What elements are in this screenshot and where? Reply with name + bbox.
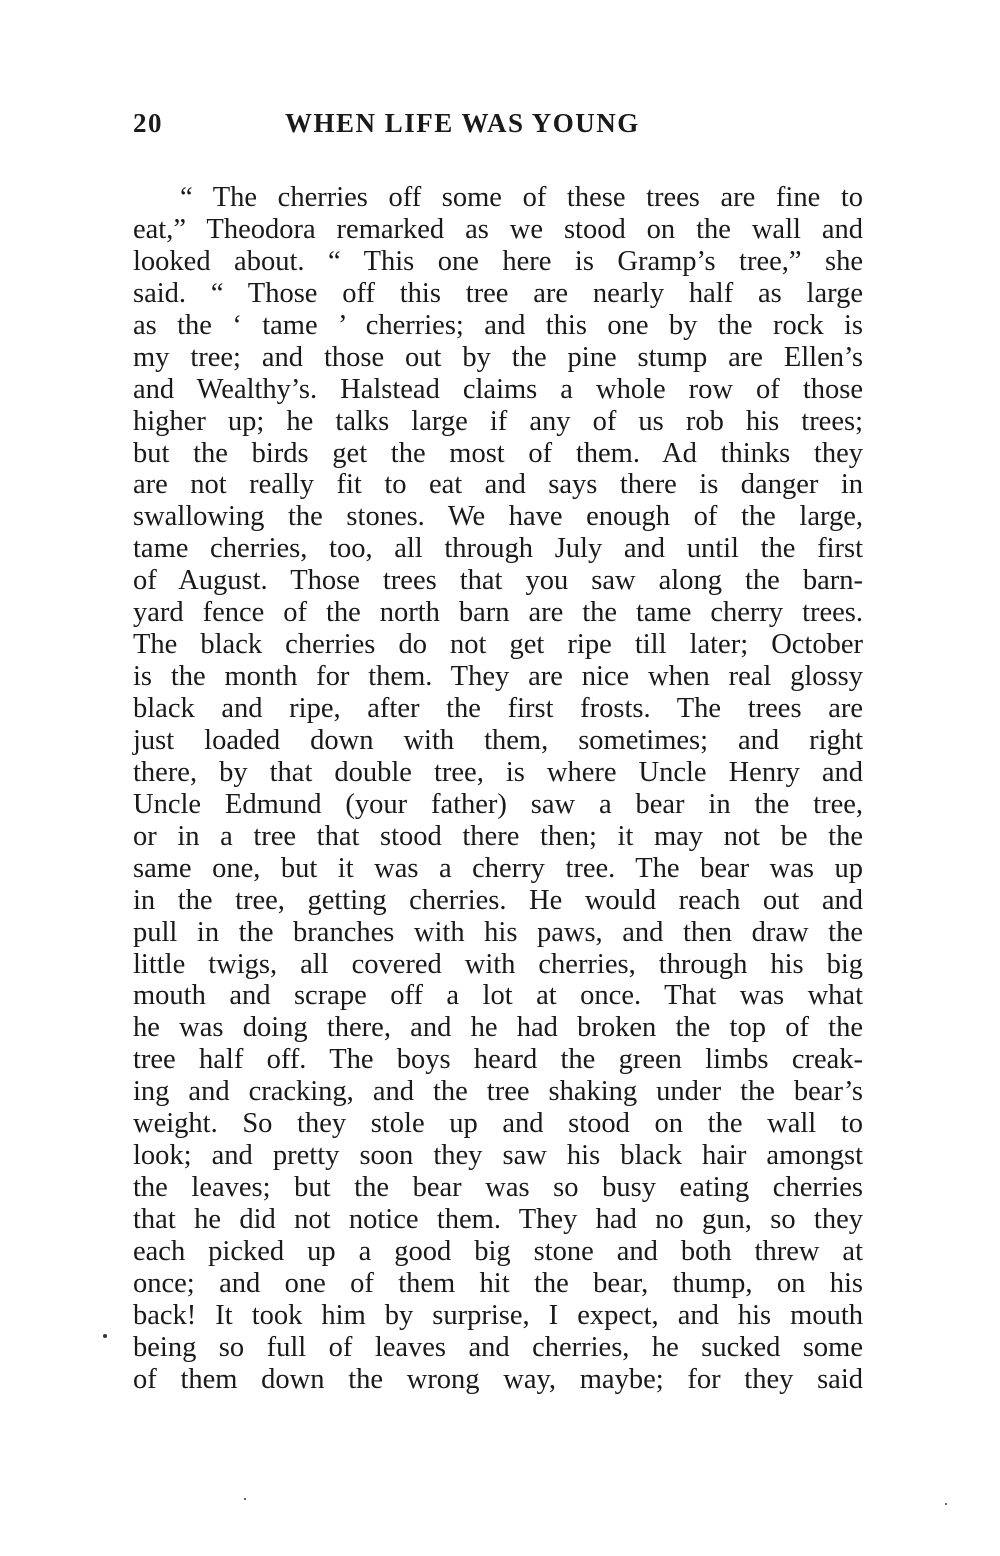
- running-title: WHEN LIFE WAS YOUNG: [285, 108, 640, 138]
- text-line: or in a tree that stood there then; it may not be the: [133, 820, 863, 852]
- text-line: ing and cracking, and the tree shaking under the bear’s: [133, 1076, 863, 1108]
- text-line: back! It took him by surprise, I expect, and his mouth: [133, 1299, 863, 1331]
- text-line: is the month for them. They are nice when real glossy: [133, 661, 863, 693]
- page-number: 20: [133, 108, 163, 138]
- text-line: yard fence of the north barn are the tame cherry trees.: [133, 597, 863, 629]
- text-line: he was doing there, and he had broken the top of the: [133, 1012, 863, 1044]
- text-line: higher up; he talks large if any of us rob his trees;: [133, 405, 863, 437]
- text-line: mouth and scrape off a lot at once. That was what: [133, 980, 863, 1012]
- text-line: once; and one of them hit the bear, thump, on his: [133, 1267, 863, 1299]
- margin-speck: [244, 1498, 246, 1500]
- text-line: in the tree, getting cherries. He would reach out and: [133, 884, 863, 916]
- text-line: tame cherries, too, all through July and until the first: [133, 533, 863, 565]
- text-line: Uncle Edmund (your father) saw a bear in the tree,: [133, 788, 863, 820]
- text-line: same one, but it was a cherry tree. The bear was up: [133, 852, 863, 884]
- text-line: each picked up a good big stone and both threw at: [133, 1235, 863, 1267]
- text-line: being so full of leaves and cherries, he sucked some: [133, 1331, 863, 1363]
- text-line: look; and pretty soon they saw his black hair amongst: [133, 1140, 863, 1172]
- text-line: just loaded down with them, sometimes; and right: [133, 724, 863, 756]
- running-head: [133, 108, 863, 148]
- text-line: and Wealthy’s. Halstead claims a whole row of those: [133, 373, 863, 405]
- text-line: looked about. “ This one here is Gramp’s tree,” she: [133, 245, 863, 277]
- text-line: there, by that double tree, is where Uncle Henry and: [133, 756, 863, 788]
- text-line: said. “ Those off this tree are nearly half as large: [133, 277, 863, 309]
- text-line: little twigs, all covered with cherries, through his big: [133, 948, 863, 980]
- body-text: [133, 182, 863, 1396]
- text-line: eat,” Theodora remarked as we stood on the wall and: [133, 213, 863, 245]
- text-line: as the ‘ tame ’ cherries; and this one by the rock is: [133, 309, 863, 341]
- text-line: of August. Those trees that you saw along the barn-: [133, 565, 863, 597]
- margin-speck: [945, 1503, 947, 1505]
- margin-speck: [103, 1334, 107, 1338]
- text-line: but the birds get the most of them. Ad thinks they: [133, 437, 863, 469]
- text-line: “ The cherries off some of these trees are fine to: [180, 182, 863, 213]
- text-line: swallowing the stones. We have enough of the large,: [133, 501, 863, 533]
- text-line: tree half off. The boys heard the green limbs creak-: [133, 1044, 863, 1076]
- text-line: my tree; and those out by the pine stump are Ellen’s: [133, 341, 863, 373]
- text-line: that he did not notice them. They had no gun, so they: [133, 1204, 863, 1235]
- text-line: of them down the wrong way, maybe; for they said: [133, 1363, 863, 1395]
- text-line: are not really fit to eat and says there is danger in: [133, 469, 863, 501]
- text-line: weight. So they stole up and stood on the wall to: [133, 1108, 863, 1140]
- text-line: The black cherries do not get ripe till later; October: [133, 629, 863, 661]
- text-line: pull in the branches with his paws, and then draw the: [133, 916, 863, 948]
- text-line: black and ripe, after the first frosts. The trees are: [133, 693, 863, 724]
- text-line: the leaves; but the bear was so busy eating cherries: [133, 1172, 863, 1204]
